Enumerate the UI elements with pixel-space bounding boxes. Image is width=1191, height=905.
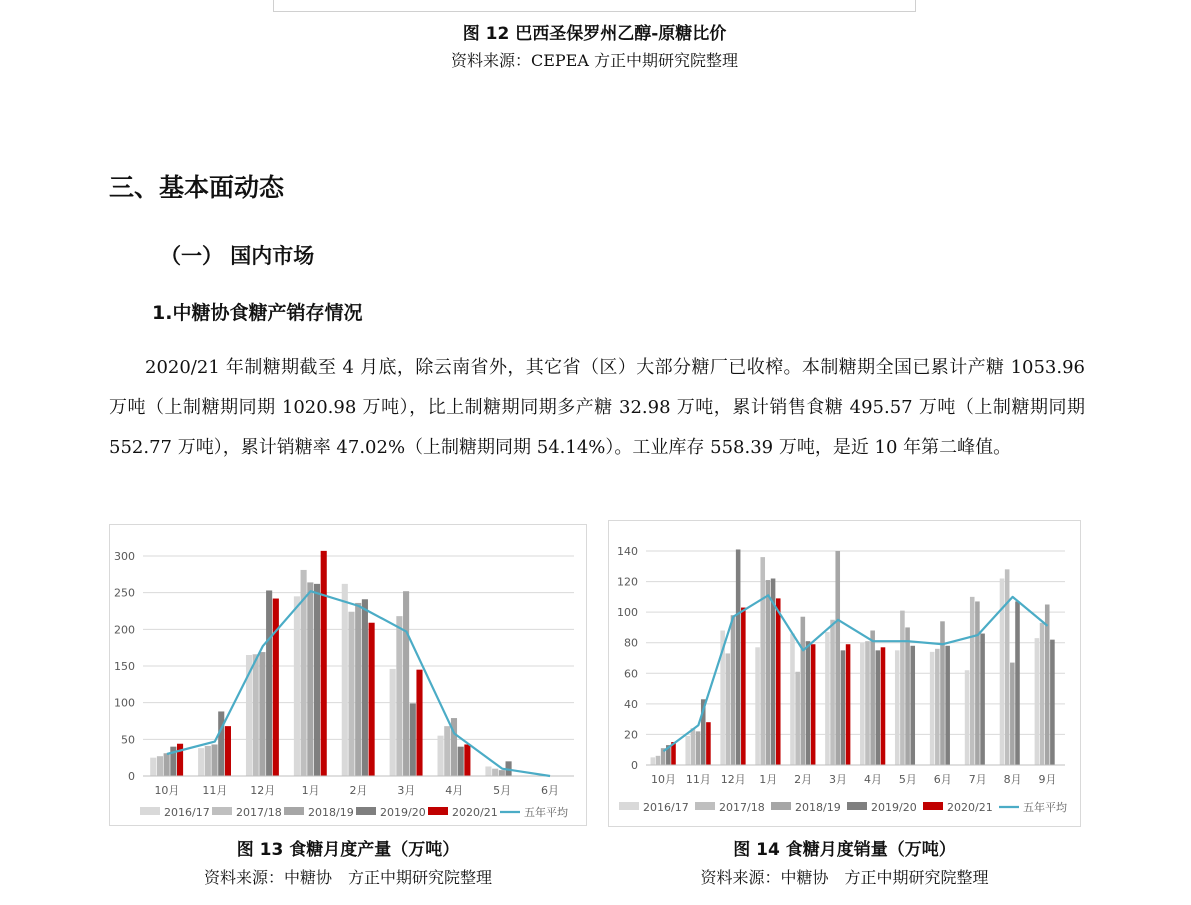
bar-2017-18-5 [396,616,402,776]
x-tick-label: 1月 [301,784,320,797]
legend-label: 2018/19 [308,806,354,819]
x-tick-label: 7月 [968,773,987,786]
figure-12-source: 资料来源：CEPEA 方正中期研究院整理 [450,51,738,70]
legend-swatch [771,802,791,810]
bar-2020-21-0 [177,744,183,776]
bar-2018-19-1 [696,731,701,765]
figure-14-source: 资料来源：中糖协 方正中期研究院整理 [700,868,989,887]
bar-2017-18-6 [865,641,870,765]
legend-label: 2017/18 [236,806,282,819]
x-tick-label: 11月 [685,773,711,786]
x-tick-label: 12月 [250,784,276,797]
subsubsection-title: 1.中糖协食糖产销存情况 [152,302,363,324]
legend-swatch [356,807,376,815]
bar-2020-21-6 [464,744,470,776]
x-tick-label: 3月 [397,784,416,797]
bar-2017-18-0 [157,756,163,776]
bar-2018-19-5 [403,591,409,776]
bar-2019-20-4 [806,641,811,765]
bar-2017-18-4 [348,612,354,776]
bar-2019-20-1 [218,711,224,776]
bar-2017-18-6 [444,726,450,776]
legend-label: 2019/20 [871,801,917,814]
x-tick-label: 12月 [720,773,746,786]
y-tick-label: 100 [114,696,135,710]
bar-2017-18-0 [656,756,661,765]
x-tick-label: 1月 [759,773,778,786]
bar-2016-17-5 [825,632,830,765]
monthly-production-chart [110,525,586,825]
figure-13-title: 图 13 食糖月度产量（万吨） [236,840,460,860]
bar-2020-21-1 [225,726,231,776]
legend-label: 2020/21 [947,801,993,814]
y-tick-label: 0 [631,759,638,772]
figure-14-title: 图 14 食糖月度销量（万吨） [733,840,956,860]
bar-2018-19-6 [870,630,875,765]
x-tick-label: 10月 [154,784,180,797]
bar-2020-21-2 [741,608,746,765]
bar-2016-17-6 [860,643,865,765]
legend-swatch [619,802,639,810]
x-tick-label: 4月 [445,784,464,797]
x-tick-label: 4月 [863,773,882,786]
bar-2019-20-10 [1015,601,1020,765]
y-tick-label: 140 [617,545,638,558]
bar-2017-18-11 [1040,623,1045,765]
bar-2016-17-7 [485,766,491,776]
y-tick-label: 150 [114,660,135,673]
bar-2016-17-5 [390,669,396,776]
y-tick-label: 100 [617,606,638,620]
bar-2016-17-11 [1035,638,1040,765]
bar-2018-19-4 [355,603,361,776]
legend-label: 2016/17 [164,806,210,819]
y-tick-label: 250 [114,586,135,600]
bar-2018-19-5 [835,551,840,765]
bar-2019-20-5 [410,703,416,776]
bar-2020-21-3 [321,551,327,776]
bar-2017-18-10 [1005,569,1010,765]
bar-2018-19-9 [975,601,980,765]
bar-2016-17-3 [294,596,300,776]
bar-2019-20-9 [980,634,985,765]
y-tick-label: 200 [114,623,135,637]
figure-12-caption [273,19,916,71]
bar-2020-21-4 [811,644,816,765]
bar-2016-17-4 [790,634,795,765]
bar-2018-19-4 [801,617,806,765]
bar-2018-19-10 [1010,663,1015,765]
bar-2018-19-3 [307,582,313,776]
bar-2020-21-5 [416,670,422,776]
bar-2020-21-4 [369,623,375,776]
legend-swatch [212,807,232,815]
bar-2016-17-4 [342,584,348,776]
bar-2017-18-2 [253,654,259,776]
bar-2016-17-1 [198,748,204,776]
bar-2019-20-3 [314,584,320,776]
x-tick-label: 6月 [933,773,952,786]
x-tick-label: 6月 [541,784,560,797]
bar-2017-18-2 [726,653,731,765]
sales-chart-frame [608,520,1081,827]
bar-2018-19-7 [905,627,910,765]
legend-label: 五年平均 [1023,801,1067,814]
bar-2016-17-6 [438,736,444,776]
figure-14-caption [608,835,1081,888]
bar-2016-17-0 [651,757,656,765]
bar-2016-17-9 [965,670,970,765]
bar-2019-20-8 [945,646,950,765]
x-tick-label: 10月 [650,773,676,786]
monthly-sales-chart [609,521,1080,826]
bar-2017-18-3 [760,557,765,765]
y-tick-label: 40 [624,697,638,711]
bar-2017-18-1 [691,728,696,765]
x-tick-label: 2月 [349,784,368,797]
bar-2016-17-8 [930,652,935,765]
legend-label: 五年平均 [524,806,568,819]
y-tick-label: 80 [624,636,638,650]
bar-2016-17-0 [150,758,156,776]
bar-2018-19-11 [1045,605,1050,766]
bar-2020-21-1 [706,722,711,765]
bar-2018-19-2 [259,652,265,776]
bar-2019-20-5 [841,650,846,765]
bar-2020-21-2 [273,599,279,776]
bar-2017-18-9 [970,597,975,765]
previous-chart-frame [273,0,916,12]
bar-2020-21-5 [846,644,851,765]
legend-label: 2020/21 [452,806,498,819]
bar-2020-21-3 [776,598,781,765]
subsection-title: （一） 国内市场 [160,244,315,268]
legend-swatch [284,807,304,815]
bar-2019-20-4 [362,599,368,776]
bar-2019-20-2 [736,549,741,765]
legend-swatch [428,807,448,815]
x-tick-label: 3月 [829,773,848,786]
bar-2019-20-6 [876,650,881,765]
bar-2016-17-7 [895,650,900,765]
x-tick-label: 5月 [898,773,917,786]
y-tick-label: 50 [121,733,135,747]
x-tick-label: 5月 [493,784,512,797]
bar-2017-18-1 [205,746,211,776]
bar-2019-20-11 [1050,640,1055,765]
bar-2016-17-3 [755,647,760,765]
bar-2019-20-6 [458,747,464,776]
x-tick-label: 2月 [794,773,813,786]
bar-2017-18-7 [492,769,498,776]
bar-2019-20-7 [910,646,915,765]
bar-2018-19-0 [164,753,170,776]
figure-13-source: 资料来源：中糖协 方正中期研究院整理 [203,868,492,887]
bar-2017-18-7 [900,611,905,765]
x-tick-label: 9月 [1038,773,1057,786]
bar-2017-18-8 [935,649,940,765]
legend-label: 2018/19 [795,801,841,814]
figure-12-title: 图 12 巴西圣保罗州乙醇-原糖比价 [462,24,727,44]
bar-2018-19-1 [211,744,217,776]
bar-2017-18-4 [795,672,800,765]
bar-2019-20-2 [266,590,272,776]
legend-label: 2016/17 [643,801,689,814]
section-title: 三、基本面动态 [109,173,285,202]
y-tick-label: 300 [114,550,135,563]
body-paragraph: 2020/21 年制糖期截至 4 月底，除云南省外，其它省（区）大部分糖厂已收榨。本制糖期全国已累计产糖 1053.96 万吨（上制糖期同期 1020.98 万吨），比上制糖期同期多产糖 32.98 万吨，累计销售食糖 495.57 万吨（上制糖期同期 552.77 万吨），累计销糖率 47.02%（上制糖期同期 54.14%）。工业库存 558.39 万吨，是近 10 年第二峰值。 [109,357,1085,458]
y-tick-label: 0 [128,770,135,783]
bar-2018-19-3 [766,580,771,765]
y-tick-label: 20 [624,728,638,742]
legend-swatch [847,802,867,810]
bar-2016-17-1 [685,736,690,765]
legend-swatch [140,807,160,815]
x-tick-label: 11月 [202,784,228,797]
bar-2018-19-7 [499,770,505,776]
bar-2017-18-5 [830,620,835,765]
bar-2018-19-2 [731,615,736,765]
legend-label: 2017/18 [719,801,765,814]
figure-13-caption [109,835,587,888]
legend-swatch [923,802,943,810]
legend-label: 2019/20 [380,806,426,819]
legend-swatch [695,802,715,810]
y-tick-label: 60 [624,667,638,681]
x-tick-label: 8月 [1003,773,1022,786]
y-tick-label: 120 [617,575,638,589]
bar-2020-21-6 [881,647,886,765]
production-chart-frame [109,524,587,826]
